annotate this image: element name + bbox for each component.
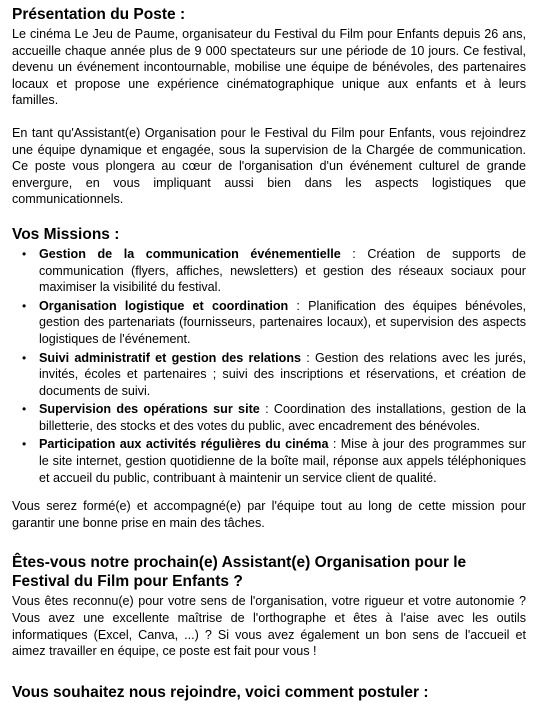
mission-item [12,350,526,400]
cta-title: Êtes-vous notre prochain(e) Assistant(e) Organisation pour le Festival du Film pour Enfants ? [12,554,467,591]
bullet-icon: • [22,402,27,417]
mission-text: : Création de supports de communication (flyers, affiches, newsletters) et gestion des réseaux sociaux pour maximiser la visibilité du festival. [39,246,526,295]
bullet-icon: • [22,246,27,261]
presentation-paragraph-2: En tant qu'Assistant(e) Organisation pour le Festival du Film pour Enfants, vous rejoindrez une équipe dynamique et engagée, sous la supervision de la Chargée de communication. Ce poste vous plongera au cœur de l'organisation d'un événement culturel de grande envergure, en vous impliquant aussi bien dans les aspects logistiques que communicationnels. [12,125,526,207]
mission-text: : Mise à jour des programmes sur le site internet, gestion quotidienne de la boîte mail, réponse aux appels téléphoniques et accueil du public, contribuant à maintenir un service client de qualité. [39,437,526,485]
mission-text: : Coordination des installations, gestion de la billetterie, des stocks et des votes du public, avec encadrement des bénévoles. [39,402,526,433]
mission-label: Supervision des opérations sur site [39,402,260,417]
apply-title: Vous souhaitez nous rejoindre, voici comment postuler : [12,683,429,701]
mission-item [12,298,526,348]
mission-item [12,436,526,486]
mission-item [12,401,526,434]
mission-text: : Planification des équipes bénévoles, gestion des partenariats (fournisseurs, partenaires locaux), et supervision des aspects logistiques de l'événement. [39,298,526,346]
bullet-icon: • [22,298,27,313]
presentation-title: Présentation du Poste : [12,6,186,23]
mission-label: Gestion de la communication événementielle [39,246,341,261]
mission-label: Organisation logistique et coordination [39,298,289,313]
missions-closing-paragraph: Vous serez formé(e) et accompagné(e) par l'équipe tout au long de cette mission pour garantir une bonne prise en main des tâches. [12,499,526,530]
bullet-icon: • [22,350,27,365]
mission-label: Suivi administratif et gestion des relations [39,350,302,365]
mission-label: Participation aux activités régulières du cinéma [39,437,329,452]
job-description-document [12,0,526,702]
mission-text: : Gestion des relations avec les jurés, invités, écoles et partenaires ; suivi des inscriptions et réservations, et création de documents de suivi. [39,350,526,398]
mission-item [12,246,526,296]
presentation-paragraph-1: Le cinéma Le Jeu de Paume, organisateur du Festival du Film pour Enfants depuis 26 ans, accueille chaque année plus de 9 000 spectateurs sur une période de 10 jours. Ce festival, devenu un événement incontournable, mobilise une équipe de bénévoles, des partenaires locaux et propose une expérience cinématographique unique aux enfants et à leurs familles. [12,27,526,108]
missions-list [12,246,526,486]
missions-title: Vos Missions : [12,225,120,243]
bullet-icon: • [22,437,27,452]
cta-paragraph: Vous êtes reconnu(e) pour votre sens de l'organisation, votre rigueur et votre autonomie ? Vous avez une excellente maîtrise de l'orthographe et êtes à l'aise avec les outils informatiques (Excel, Canva, ...) ? Si vous avez également un bon sens de l'accueil et aimez travailler en équipe, ce poste est fait pour vous ! [12,594,526,659]
